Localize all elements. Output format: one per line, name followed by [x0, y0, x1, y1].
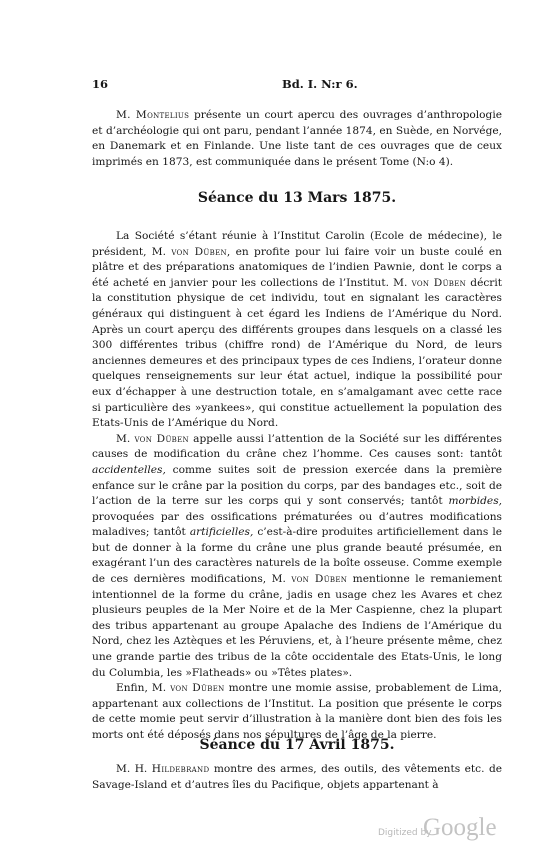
paragraph-pawnie: La Société s’étant réunie à l’Institut Carolin (Ecole de médecine), le président, M. von Düben, en profite pour lui faire voir un buste coulé en plâtre et des préparations anatomiques de l’indien Pawnie, dont le corps a été acheté en janvier pour les collections de l’Institut. M. von Düben décrit la constitution physique de cet individu, tout en signalant les caractères généraux qui distinguent à cet égard les Indiens de l’Amérique du Nord. Après un court aperçu des différents groupes dans lesquels on a classé les 300 différentes tribus (chiffre rond) de l’Amérique du Nord, de leurs anciennes demeures et des principaux types de ces Indiens, l’orateur donne quelques renseignements sur leur état actuel, indique la possibilité pour eux d’échapper à une destruction totale, en s’amalgamant avec cette race si particulière des »yankees», qui constitue actuellement la population des Etats-Unis de l’Amérique du Nord. [92, 230, 503, 430]
running-header [92, 77, 476, 93]
volume-reference: Bd. I. N:r 6. [282, 77, 358, 91]
seance-13-mars-body [92, 229, 502, 744]
page-number: 16 [92, 77, 109, 91]
author-name: M. Montelius [116, 109, 190, 121]
section-heading-13-mars: Séance du 13 Mars 1875. [197, 190, 397, 206]
italic-term: artificielles, [189, 526, 254, 539]
seance-17-avril-body [92, 762, 502, 793]
person-name: von Düben [134, 432, 189, 445]
google-logo: Google [423, 814, 497, 841]
italic-term: accidentelles, [92, 463, 166, 476]
section-heading-17-avril: Séance du 17 Avril 1875. [199, 737, 395, 753]
person-name: von Düben [291, 573, 348, 586]
paragraph-crane: M. von Düben appelle aussi l’attention de la Société sur les différentes causes de modification du crâne chez l’homme. Ces causes sont: tantôt accidentelles, comme suites soit de pression exercée dans la première enfance sur le crâne par la position du corps, par des bandages etc., soit de l’action de la terre sur les corps qui y sont conservés; tantôt morbides, provoquées par des ossifications prématurées ou d’autres modifications maladives; tantôt artificielles, c’est-à-dire produites artificiellement dans le but de donner à la forme du crâne une plus grande beauté présumée, en exagérant l’un des caractères naturels de la boîte osseuse. Comme exemple de ces dernières modifications, M. von Düben mentionne le remaniement intentionnel de la forme du crâne, jadis en usage chez les Avares et chez plusieurs peuples de la Mer Noire et de la Mer Caspienne, chez la plupart des tribus appartenant au groupe Apalache des Indiens de l’Amérique du Nord, chez les Aztèques et les Péruviens, et, à l’heure présente même, chez une grande partie des tribus de la côte occidentale des Etats-Unis, le long du Columbia, les »Flatheads» ou »Têtes plates». [92, 432, 503, 679]
google-watermark [378, 812, 508, 846]
person-name: von Düben [170, 682, 225, 695]
montelius-paragraph [92, 108, 502, 170]
paragraph-momie: Enfin, M. von Düben montre une momie assise, probablement de Lima, appartenant aux collections de l’Institut. La position que présente le corps de cette momie peut servir d’illustration à la manière dont bien des fois les morts ont été déposés dans nos sépultures de l’âge de la pierre. [92, 682, 502, 741]
person-name: von Düben [411, 276, 467, 289]
person-name: Hildebrand [151, 763, 210, 775]
paragraph-text: présente un court apercu des ouvrages d’anthropologie et d’archéologie qui ont paru, pendant l’année 1874, en Suède, en Norvége, en Danemark et en Finlande. Une liste tant de ces ouvrages que de ceux imprimés en 1873, est communiquée dans le présent Tome (N:o 4). [92, 109, 502, 168]
italic-term: morbides, [448, 495, 502, 508]
watermark-caption: Digitized by [378, 828, 432, 838]
paragraph-hildebrand: M. H. Hildebrand montre des armes, des outils, des vêtements etc. de Savage-Island et d’autres îles du Pacifique, objets appartenant à [92, 763, 502, 791]
person-name: von Düben [171, 245, 227, 258]
